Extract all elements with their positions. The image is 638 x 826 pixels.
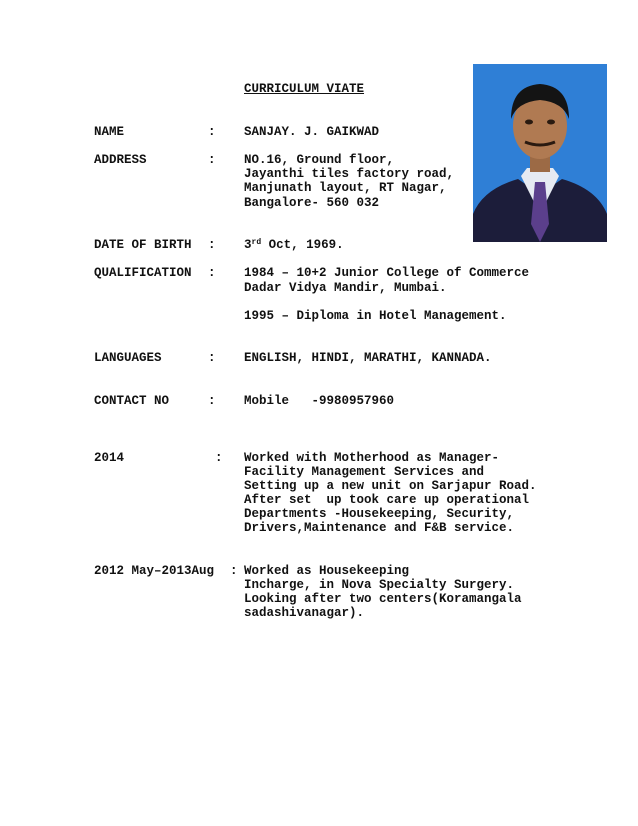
address-label: ADDRESS [94, 153, 147, 167]
address-colon: : [208, 153, 216, 167]
document-title: CURRICULUM VIATE [244, 82, 365, 96]
dob-value [244, 238, 344, 252]
experience-line: Facility Management Services and [244, 465, 485, 479]
dob-rest: Oct, 1969. [261, 238, 344, 252]
dob-label: DATE OF BIRTH [94, 238, 192, 252]
name-colon: : [208, 125, 216, 139]
portrait-image [473, 64, 607, 242]
experience-line: Worked as Housekeeping [244, 564, 410, 578]
dob-suffix: rd [251, 238, 262, 247]
experience-line: Drivers,Maintenance and F&B service. [244, 521, 515, 535]
dob-colon: : [208, 238, 216, 252]
qualification-line: Dadar Vidya Mandir, Mumbai. [244, 281, 447, 295]
contact-colon: : [208, 394, 216, 408]
profile-photo [473, 64, 607, 242]
address-line: Jayanthi tiles factory road, [244, 167, 455, 181]
experience-line: Setting up a new unit on Sarjapur Road. [244, 479, 537, 493]
name-label: NAME [94, 125, 125, 139]
qualification-label: QUALIFICATION [94, 266, 192, 280]
qualification-line: 1995 – Diploma in Hotel Management. [244, 309, 507, 323]
qualification-line: 1984 – 10+2 Junior College of Commerce [244, 266, 530, 280]
languages-colon: : [208, 351, 216, 365]
contact-label: CONTACT NO [94, 394, 170, 408]
experience-period: 2014 [94, 451, 125, 465]
qualification-colon: : [208, 266, 216, 280]
name-value: SANJAY. J. GAIKWAD [244, 125, 380, 139]
experience-period: 2012 May–2013Aug [94, 564, 215, 578]
languages-label: LANGUAGES [94, 351, 162, 365]
dob-day: 3 [244, 238, 252, 252]
contact-value: Mobile -9980957960 [244, 394, 395, 408]
experience-colon: : [215, 451, 223, 465]
experience-line: Incharge, in Nova Specialty Surgery. [244, 578, 515, 592]
experience-line: Departments -Housekeeping, Security, [244, 507, 515, 521]
experience-line: After set up took care up operational [244, 493, 530, 507]
address-line: Bangalore- 560 032 [244, 196, 380, 210]
experience-colon: : [230, 564, 238, 578]
address-line: Manjunath layout, RT Nagar, [244, 181, 447, 195]
experience-line: Worked with Motherhood as Manager- [244, 451, 500, 465]
experience-line: sadashivanagar). [244, 606, 365, 620]
experience-line: Looking after two centers(Koramangala [244, 592, 522, 606]
languages-value: ENGLISH, HINDI, MARATHI, KANNADA. [244, 351, 492, 365]
address-line: NO.16, Ground floor, [244, 153, 395, 167]
